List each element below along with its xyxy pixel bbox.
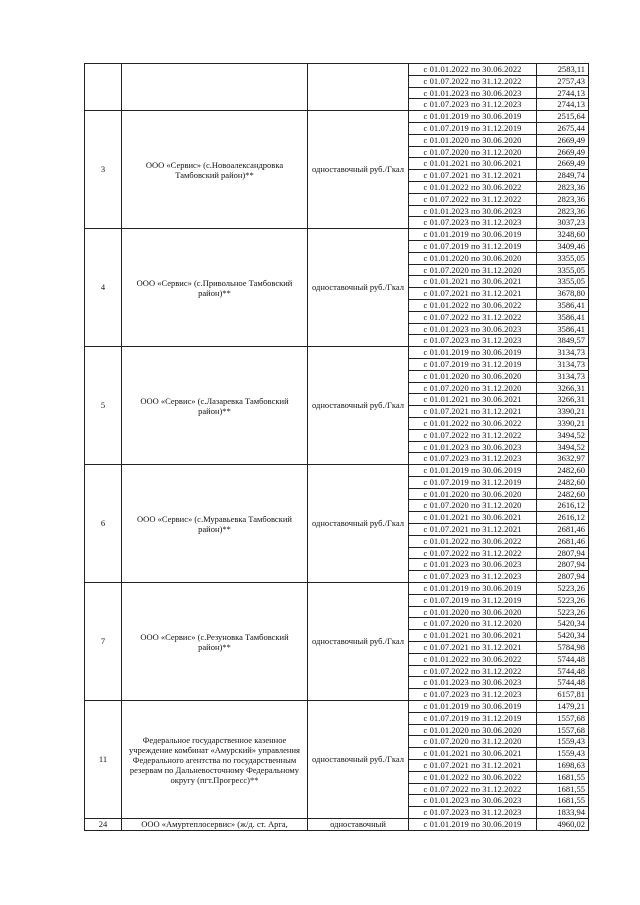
tariff-value: 2807,94 (537, 547, 589, 559)
organization-name: ООО «Сервис» (с.Новоалександровка Тамбовский район)** (122, 111, 308, 229)
table-row (85, 465, 589, 477)
tariff-period: с 01.01.2020 по 30.06.2020 (409, 724, 537, 736)
tariff-period: с 01.01.2021 по 30.06.2021 (409, 158, 537, 170)
table-row (85, 583, 589, 595)
organization-name: ООО «Сервис» (с.Привольное Тамбовский район)** (122, 229, 308, 347)
tariff-period: с 01.07.2020 по 31.12.2020 (409, 500, 537, 512)
tariff-period: с 01.01.2023 по 30.06.2023 (409, 795, 537, 807)
tariff-period: с 01.01.2023 по 30.06.2023 (409, 677, 537, 689)
row-number: 24 (85, 819, 122, 831)
tariff-value: 1479,21 (537, 701, 589, 713)
tariff-period: с 01.01.2020 по 30.06.2020 (409, 606, 537, 618)
row-number: 3 (85, 111, 122, 229)
tariff-type: одноставочный (308, 819, 409, 831)
tariff-period: с 01.07.2022 по 31.12.2022 (409, 429, 537, 441)
tariff-type: одноставочный руб./Гкал (308, 583, 409, 701)
tariff-value: 5744,48 (537, 677, 589, 689)
tariff-value: 5744,48 (537, 653, 589, 665)
tariff-value: 1557,68 (537, 724, 589, 736)
tariff-period: с 01.07.2023 по 31.12.2023 (409, 571, 537, 583)
tariff-value: 3390,21 (537, 406, 589, 418)
tariff-period: с 01.07.2020 по 31.12.2020 (409, 382, 537, 394)
tariff-value: 5420,34 (537, 618, 589, 630)
tariff-period: с 01.01.2019 по 30.06.2019 (409, 819, 537, 831)
tariff-value: 2744,13 (537, 99, 589, 111)
tariff-value: 1681,55 (537, 795, 589, 807)
tariff-value: 5744,48 (537, 665, 589, 677)
tariff-period: с 01.07.2019 по 31.12.2019 (409, 122, 537, 134)
tariff-period: с 01.01.2023 по 30.06.2023 (409, 87, 537, 99)
tariff-type: одноставочный руб./Гкал (308, 229, 409, 347)
tariff-period: с 01.01.2022 по 30.06.2022 (409, 181, 537, 193)
tariff-period: с 01.07.2020 по 31.12.2020 (409, 146, 537, 158)
tariff-period: с 01.07.2022 по 31.12.2022 (409, 75, 537, 87)
row-number: 4 (85, 229, 122, 347)
tariff-value: 5784,98 (537, 642, 589, 654)
tariff-value: 3266,31 (537, 382, 589, 394)
tariff-value: 2675,44 (537, 122, 589, 134)
tariff-value: 2807,94 (537, 571, 589, 583)
tariff-type: одноставочный руб./Гкал (308, 347, 409, 465)
tariff-value: 3586,41 (537, 323, 589, 335)
tariff-value: 2669,49 (537, 158, 589, 170)
organization-name (122, 64, 308, 111)
row-number (85, 64, 122, 111)
tariff-value: 2744,13 (537, 87, 589, 99)
tariff-value: 6157,81 (537, 689, 589, 701)
tariff-period: с 01.07.2023 по 31.12.2023 (409, 335, 537, 347)
tariff-period: с 01.07.2022 по 31.12.2022 (409, 193, 537, 205)
tariff-value: 3678,80 (537, 288, 589, 300)
tariff-value: 2823,36 (537, 181, 589, 193)
tariff-value: 5223,26 (537, 594, 589, 606)
row-number: 7 (85, 583, 122, 701)
tariff-period: с 01.01.2019 по 30.06.2019 (409, 465, 537, 477)
tariff-value: 2669,49 (537, 134, 589, 146)
organization-name: ООО «Сервис» (с.Лазаревка Тамбовский район)** (122, 347, 308, 465)
tariff-value: 2807,94 (537, 559, 589, 571)
tariff-value: 3355,05 (537, 264, 589, 276)
tariff-value: 3134,73 (537, 358, 589, 370)
tariff-value: 5223,26 (537, 606, 589, 618)
tariff-value: 3586,41 (537, 299, 589, 311)
tariff-value: 1559,43 (537, 736, 589, 748)
organization-name: ООО «Амуртеплосервис» (ж/д. ст. Арга, (122, 819, 308, 831)
tariff-period: с 01.07.2020 по 31.12.2020 (409, 618, 537, 630)
tariff-value: 1557,68 (537, 712, 589, 724)
tariff-period: с 01.07.2020 по 31.12.2020 (409, 736, 537, 748)
tariff-period: с 01.07.2019 по 31.12.2019 (409, 358, 537, 370)
tariff-value: 2823,36 (537, 193, 589, 205)
tariff-value: 3494,52 (537, 441, 589, 453)
tariff-period: с 01.01.2022 по 30.06.2022 (409, 417, 537, 429)
tariff-value: 3390,21 (537, 417, 589, 429)
tariff-period: с 01.07.2023 по 31.12.2023 (409, 217, 537, 229)
tariff-value: 3248,60 (537, 229, 589, 241)
tariff-value: 2482,60 (537, 488, 589, 500)
tariff-period: с 01.07.2023 по 31.12.2023 (409, 99, 537, 111)
tariff-period: с 01.01.2021 по 30.06.2021 (409, 276, 537, 288)
tariff-type: одноставочный руб./Гкал (308, 465, 409, 583)
tariff-period: с 01.01.2020 по 30.06.2020 (409, 370, 537, 382)
tariff-value: 2482,60 (537, 465, 589, 477)
tariff-value: 2669,49 (537, 146, 589, 158)
tariff-value: 2681,46 (537, 535, 589, 547)
tariff-type: одноставочный руб./Гкал (308, 701, 409, 819)
tariff-value: 2616,12 (537, 512, 589, 524)
tariff-value: 2482,60 (537, 476, 589, 488)
tariff-value: 3134,73 (537, 347, 589, 359)
tariff-value: 2515,64 (537, 111, 589, 123)
tariff-period: с 01.07.2020 по 31.12.2020 (409, 264, 537, 276)
tariff-period: с 01.07.2021 по 31.12.2021 (409, 524, 537, 536)
tariff-value: 1559,43 (537, 748, 589, 760)
tariff-value: 1698,63 (537, 760, 589, 772)
tariff-period: с 01.07.2019 по 31.12.2019 (409, 476, 537, 488)
tariff-period: с 01.07.2019 по 31.12.2019 (409, 594, 537, 606)
tariff-period: с 01.07.2022 по 31.12.2022 (409, 311, 537, 323)
tariff-period: с 01.01.2019 по 30.06.2019 (409, 583, 537, 595)
tariff-value: 3409,46 (537, 240, 589, 252)
organization-name: ООО «Сервис» (с.Муравьевка Тамбовский район)** (122, 465, 308, 583)
tariff-period: с 01.01.2019 по 30.06.2019 (409, 229, 537, 241)
tariff-period: с 01.01.2021 по 30.06.2021 (409, 512, 537, 524)
tariff-type (308, 64, 409, 111)
tariff-period: с 01.01.2019 по 30.06.2019 (409, 111, 537, 123)
tariff-value: 2823,36 (537, 205, 589, 217)
tariff-period: с 01.07.2019 по 31.12.2019 (409, 240, 537, 252)
tariff-period: с 01.07.2023 по 31.12.2023 (409, 807, 537, 819)
tariff-period: с 01.07.2023 по 31.12.2023 (409, 453, 537, 465)
tariff-period: с 01.01.2021 по 30.06.2021 (409, 630, 537, 642)
tariff-value: 2757,43 (537, 75, 589, 87)
tariff-period: с 01.07.2021 по 31.12.2021 (409, 406, 537, 418)
tariff-period: с 01.07.2023 по 31.12.2023 (409, 689, 537, 701)
tariff-period: с 01.07.2022 по 31.12.2022 (409, 665, 537, 677)
tariff-period: с 01.01.2022 по 30.06.2022 (409, 653, 537, 665)
tariff-period: с 01.01.2019 по 30.06.2019 (409, 347, 537, 359)
tariff-value: 1833,94 (537, 807, 589, 819)
table-row (85, 347, 589, 359)
table-row (85, 819, 589, 831)
organization-name: ООО «Сервис» (с.Резуновка Тамбовский район)** (122, 583, 308, 701)
tariff-value: 3266,31 (537, 394, 589, 406)
tariff-period: с 01.01.2020 по 30.06.2020 (409, 488, 537, 500)
tariff-period: с 01.07.2021 по 31.12.2021 (409, 760, 537, 772)
tariff-value: 3037,23 (537, 217, 589, 229)
tariff-value: 2849,74 (537, 170, 589, 182)
tariff-period: с 01.01.2020 по 30.06.2020 (409, 252, 537, 264)
organization-name: Федеральное государственное казенное учреждение комбинат «Амурский» управления Федерального агентства по государственным резервам по Дальневосточному Федеральному округу (пгт.Прогресс)** (122, 701, 308, 819)
tariff-value: 1681,55 (537, 783, 589, 795)
table-row (85, 229, 589, 241)
tariff-value: 3632,97 (537, 453, 589, 465)
row-number: 11 (85, 701, 122, 819)
tariff-value: 2583,11 (537, 64, 589, 76)
tariff-period: с 01.07.2021 по 31.12.2021 (409, 288, 537, 300)
tariff-value: 5420,34 (537, 630, 589, 642)
table-row (85, 64, 589, 76)
tariff-period: с 01.01.2023 по 30.06.2023 (409, 205, 537, 217)
row-number: 5 (85, 347, 122, 465)
tariff-value: 1681,55 (537, 771, 589, 783)
row-number: 6 (85, 465, 122, 583)
tariff-period: с 01.01.2019 по 30.06.2019 (409, 701, 537, 713)
tariff-period: с 01.01.2022 по 30.06.2022 (409, 535, 537, 547)
tariff-value: 3355,05 (537, 276, 589, 288)
tariff-value: 3849,57 (537, 335, 589, 347)
tariff-period: с 01.07.2022 по 31.12.2022 (409, 783, 537, 795)
tariff-value: 2681,46 (537, 524, 589, 536)
tariff-type: одноставочный руб./Гкал (308, 111, 409, 229)
table-row (85, 701, 589, 713)
tariff-period: с 01.01.2020 по 30.06.2020 (409, 134, 537, 146)
tariff-value: 3586,41 (537, 311, 589, 323)
tariff-value: 3494,52 (537, 429, 589, 441)
tariff-value: 2616,12 (537, 500, 589, 512)
tariff-period: с 01.01.2023 по 30.06.2023 (409, 559, 537, 571)
tariff-period: с 01.07.2019 по 31.12.2019 (409, 712, 537, 724)
tariff-value: 5223,26 (537, 583, 589, 595)
tariff-table-body (85, 64, 589, 831)
tariff-period: с 01.01.2022 по 30.06.2022 (409, 64, 537, 76)
tariff-period: с 01.01.2022 по 30.06.2022 (409, 299, 537, 311)
tariff-value: 3355,05 (537, 252, 589, 264)
table-row (85, 111, 589, 123)
tariff-period: с 01.07.2021 по 31.12.2021 (409, 642, 537, 654)
tariff-period: с 01.07.2021 по 31.12.2021 (409, 170, 537, 182)
tariff-value: 3134,73 (537, 370, 589, 382)
tariff-period: с 01.01.2023 по 30.06.2023 (409, 441, 537, 453)
tariff-period: с 01.01.2021 по 30.06.2021 (409, 748, 537, 760)
tariff-period: с 01.07.2022 по 31.12.2022 (409, 547, 537, 559)
tariff-period: с 01.01.2022 по 30.06.2022 (409, 771, 537, 783)
tariff-period: с 01.01.2023 по 30.06.2023 (409, 323, 537, 335)
tariff-period: с 01.01.2021 по 30.06.2021 (409, 394, 537, 406)
tariff-value: 4960,02 (537, 819, 589, 831)
tariff-table (84, 63, 589, 831)
